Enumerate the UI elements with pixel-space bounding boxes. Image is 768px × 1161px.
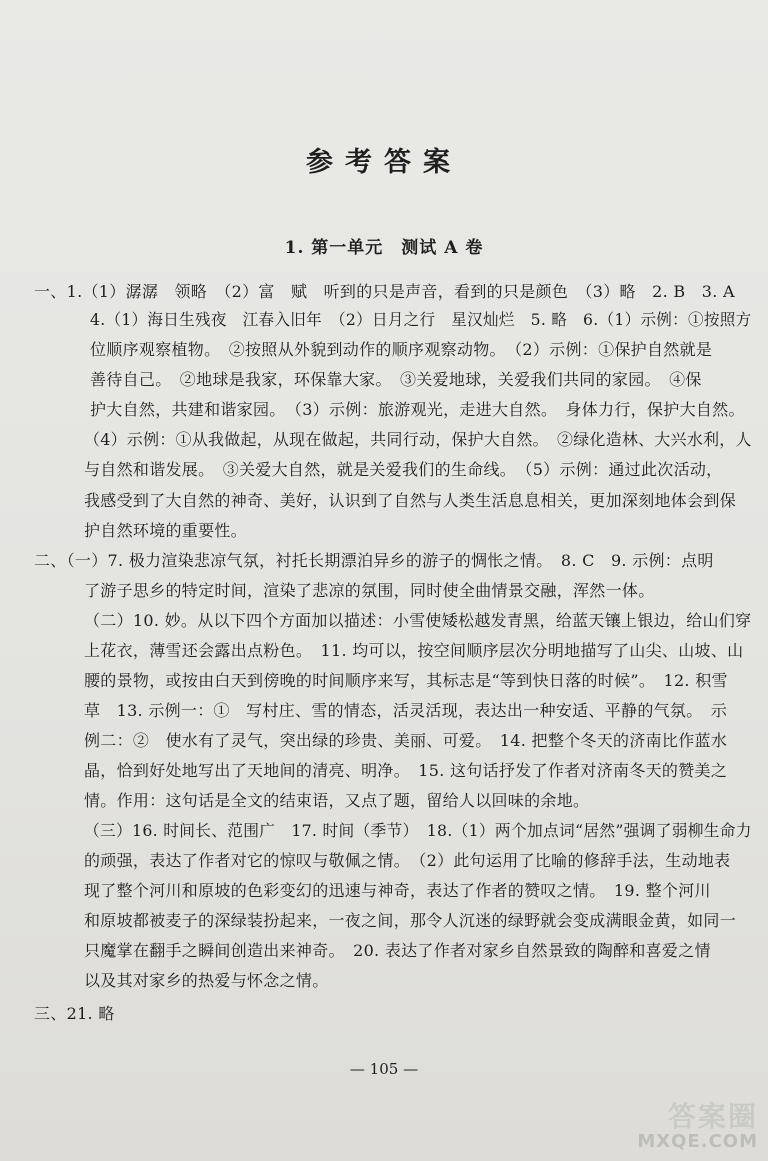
answer-line: 三、21. 略 (34, 1004, 115, 1023)
answer-line: 二、（一）7. 极力渲染悲凉气氛，衬托长期漂泊异乡的游子的惆怅之情。 8. C 9. 示例：点明 (34, 551, 714, 570)
answer-line: 上花衣，薄雪还会露出点粉色。 11. 均可以，按空间顺序层次分明地描写了山尖、山坡、山 (84, 641, 744, 660)
answer-line: 护大自然，共建和谐家园。 （3）示例：旅游观光，走进大自然。 身体力行，保护大自然。 (90, 400, 745, 419)
answer-line: 以及其对家乡的热爱与怀念之情。 (84, 971, 329, 990)
answer-line: 我感受到了大自然的神奇、美好，认识到了自然与人类生活息息相关，更加深刻地体会到保 (84, 491, 737, 510)
watermark-url: MXQE.COM (637, 1131, 758, 1152)
answer-line: 位顺序观察植物。 ②按照从外貌到动作的顺序观察动物。 （2）示例：①保护自然就是 (90, 340, 713, 359)
answer-line: （三）16. 时间长、范围广 17. 时间（季节） 18.（1）两个加点词“居然”强调了弱柳生命力 (84, 821, 752, 840)
page-number: — 105 — (349, 1060, 419, 1078)
answer-line: （4）示例：①从我做起，从现在做起，共同行动，保护大自然。 ②绿化造林、大兴水利，人 (84, 430, 752, 449)
section-heading: 1. 第一单元 测试 A 卷 (284, 238, 484, 258)
answer-line: 的顽强，表达了作者对它的惊叹与敬佩之情。 （2）此句运用了比喻的修辞手法，生动地表 (84, 851, 731, 870)
answer-line: 和原坡都被麦子的深绿装扮起来，一夜之间，那令人沉迷的绿野就会变成满眼金黄，如同一 (84, 911, 737, 930)
answer-line: 与自然和谐发展。 ③关爱大自然，就是关爱我们的生命线。 （5）示例：通过此次活动， (84, 460, 723, 479)
answer-line: 4.（1）海日生残夜 江春入旧年 （2）日月之行 星汉灿烂 5. 略 6.（1）示例：①按照方 (90, 310, 752, 329)
answer-line: 只魔掌在翻手之瞬间创造出来神奇。 20. 表达了作者对家乡自然景致的陶醉和喜爱之情 (84, 941, 711, 960)
site-watermark (618, 1095, 758, 1155)
answer-line: 现了整个河川和原坡的色彩变幻的迅速与神奇，表达了作者的赞叹之情。 19. 整个河川 (84, 881, 711, 900)
page-title: 参考答案 (306, 147, 462, 178)
answer-line: 腰的景物，或按由白天到傍晚的时间顺序来写，其标志是“等到快日落的时候”。 12. 积雪 (84, 671, 728, 690)
answer-line: 草 13. 示例一：① 写村庄、雪的情态，活灵活现，表达出一种安适、平静的气氛。 示 (84, 701, 728, 720)
answer-line: 善待自己。 ②地球是我家，环保靠大家。 ③关爱地球，关爱我们共同的家园。 ④保 (90, 370, 702, 389)
answer-line: 晶，恰到好处地写出了天地间的清亮、明净。 15. 这句话抒发了作者对济南冬天的赞美之 (84, 761, 728, 780)
answer-line: 一、1.（1）潺潺 领略 （2）富 赋 听到的只是声音，看到的只是颜色 （3）略 2. B 3. A (34, 282, 735, 301)
answer-line: 了游子思乡的特定时间，渲染了悲凉的氛围，同时使全曲情景交融，浑然一体。 (84, 581, 655, 600)
answer-line: 护自然环境的重要性。 (84, 521, 248, 540)
answer-line: （二）10. 妙。从以下四个方面加以描述：小雪使矮松越发青黑，给蓝天镶上银边，给山们穿 (84, 611, 752, 630)
answer-line: 例二：② 使水有了灵气，突出绿的珍贵、美丽、可爱。 14. 把整个冬天的济南比作蓝水 (84, 731, 728, 750)
watermark-logo-text: 答案圈 (667, 1100, 758, 1133)
answer-line: 情。作用：这句话是全文的结束语，又点了题，留给人以回味的余地。 (84, 791, 590, 810)
